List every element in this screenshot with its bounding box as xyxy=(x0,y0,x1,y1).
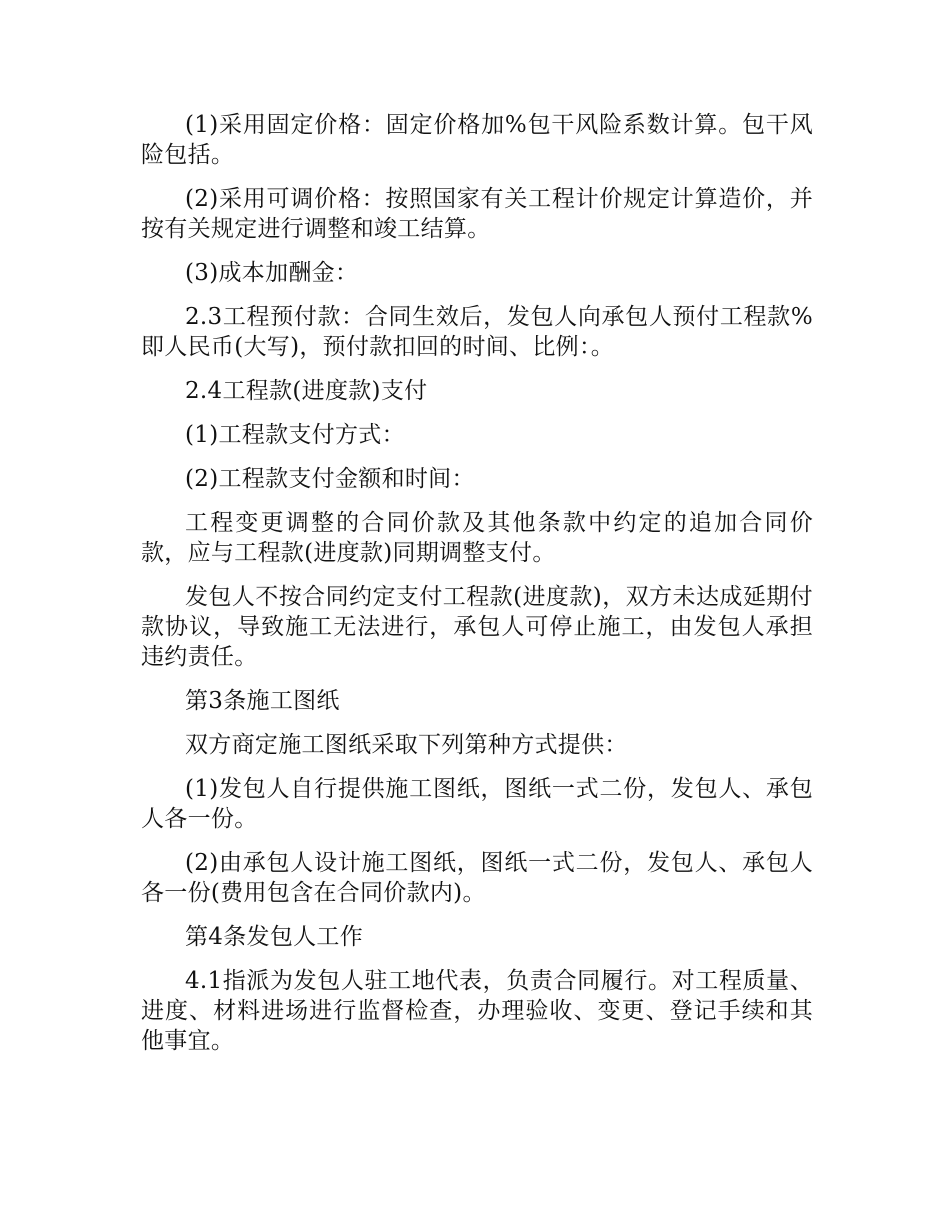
paragraph-fixed-price: (1)采用固定价格：固定价格加%包干风险系数计算。包干风险包括。 xyxy=(141,112,813,168)
paragraph-change-adjustment: 工程变更调整的合同价款及其他条款中约定的追加合同价款，应与工程款(进度款)同期调整支付。 xyxy=(141,510,813,566)
paragraph-payment-method: (1)工程款支付方式： xyxy=(185,422,405,448)
paragraph-drawings-by-employer: (1)发包人自行提供施工图纸，图纸一式二份，发包人、承包人各一份。 xyxy=(141,776,813,832)
paragraph-default-liability: 发包人不按合同约定支付工程款(进度款)，双方未达成延期付款协议，导致施工无法进行，承包人可停止施工，由发包人承担违约责任。 xyxy=(141,584,813,670)
paragraph-progress-payment-heading: 2.4工程款(进度款)支付 xyxy=(185,378,428,404)
document-body xyxy=(141,110,813,1070)
paragraph-drawings-by-contractor: (2)由承包人设计施工图纸，图纸一式二份，发包人、承包人各一份(费用包含在合同价款内)。 xyxy=(141,850,813,906)
paragraph-cost-plus: (3)成本加酬金： xyxy=(185,260,359,286)
section-heading-article-4: 第4条发包人工作 xyxy=(185,924,364,950)
paragraph-payment-amount-time: (2)工程款支付金额和时间： xyxy=(185,466,475,492)
paragraph-drawings-method: 双方商定施工图纸采取下列第种方式提供： xyxy=(185,732,628,758)
section-heading-article-3: 第3条施工图纸 xyxy=(185,688,340,714)
paragraph-advance-payment: 2.3工程预付款：合同生效后，发包人向承包人预付工程款%即人民币(大写)，预付款扣回的时间、比例：。 xyxy=(141,304,813,360)
paragraph-employer-representative: 4.1指派为发包人驻工地代表，负责合同履行。对工程质量、进度、材料进场进行监督检查，办理验收、变更、登记手续和其他事宜。 xyxy=(141,968,813,1054)
paragraph-adjustable-price: (2)采用可调价格：按照国家有关工程计价规定计算造价，并按有关规定进行调整和竣工结算。 xyxy=(141,186,813,242)
